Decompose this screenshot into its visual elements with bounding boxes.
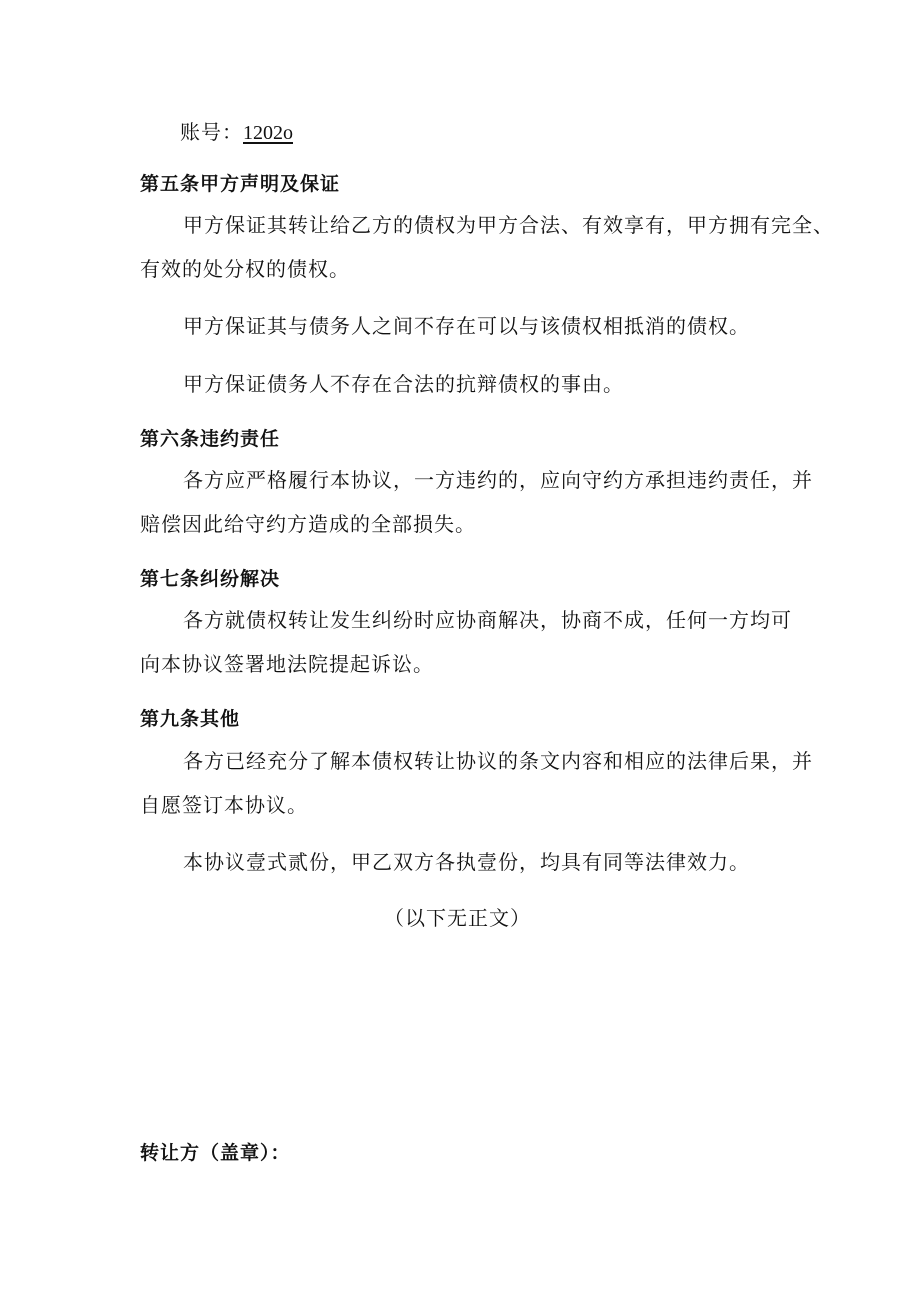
- article6-title: 第六条违约责任: [140, 428, 281, 450]
- article5-p2: 甲方保证其与债务人之间不存在可以与该债权相抵消的债权。: [183, 314, 750, 338]
- article5-p3: 甲方保证债务人不存在合法的抗辩债权的事由。: [183, 372, 624, 396]
- account-label: 账号：: [180, 120, 243, 144]
- transferor-signature-label: 转让方（盖章）：: [140, 1142, 291, 1164]
- article5-title: 第五条甲方声明及保证: [140, 173, 341, 195]
- article5-p1-line2: 有效的处分权的债权。: [140, 257, 350, 281]
- article9-title: 第九条其他: [140, 708, 241, 730]
- article7-p1-line1: 各方就债权转让发生纠纷时应协商解决，协商不成，任何一方均可: [183, 608, 792, 632]
- article5-p1-line1: 甲方保证其转让给乙方的债权为甲方合法、有效享有，甲方拥有完全、: [183, 213, 834, 237]
- article6-p1-line1: 各方应严格履行本协议，一方违约的，应向守约方承担违约责任，并: [183, 468, 813, 492]
- article9-p2: 本协议壹式贰份，甲乙双方各执壹份，均具有同等法律效力。: [183, 850, 750, 874]
- account-value: 1202o: [243, 122, 293, 144]
- article9-p1-line1: 各方已经充分了解本债权转让协议的条文内容和相应的法律后果，并: [183, 749, 813, 773]
- article7-title: 第七条纠纷解决: [140, 568, 281, 590]
- account-line: [180, 120, 293, 145]
- article6-p1-line2: 赔偿因此给守约方造成的全部损失。: [140, 512, 476, 536]
- article9-p1-line2: 自愿签订本协议。: [140, 793, 308, 817]
- end-note: （以下无正文）: [384, 906, 531, 930]
- article7-p1-line2: 向本协议签署地法院提起诉讼。: [140, 652, 434, 676]
